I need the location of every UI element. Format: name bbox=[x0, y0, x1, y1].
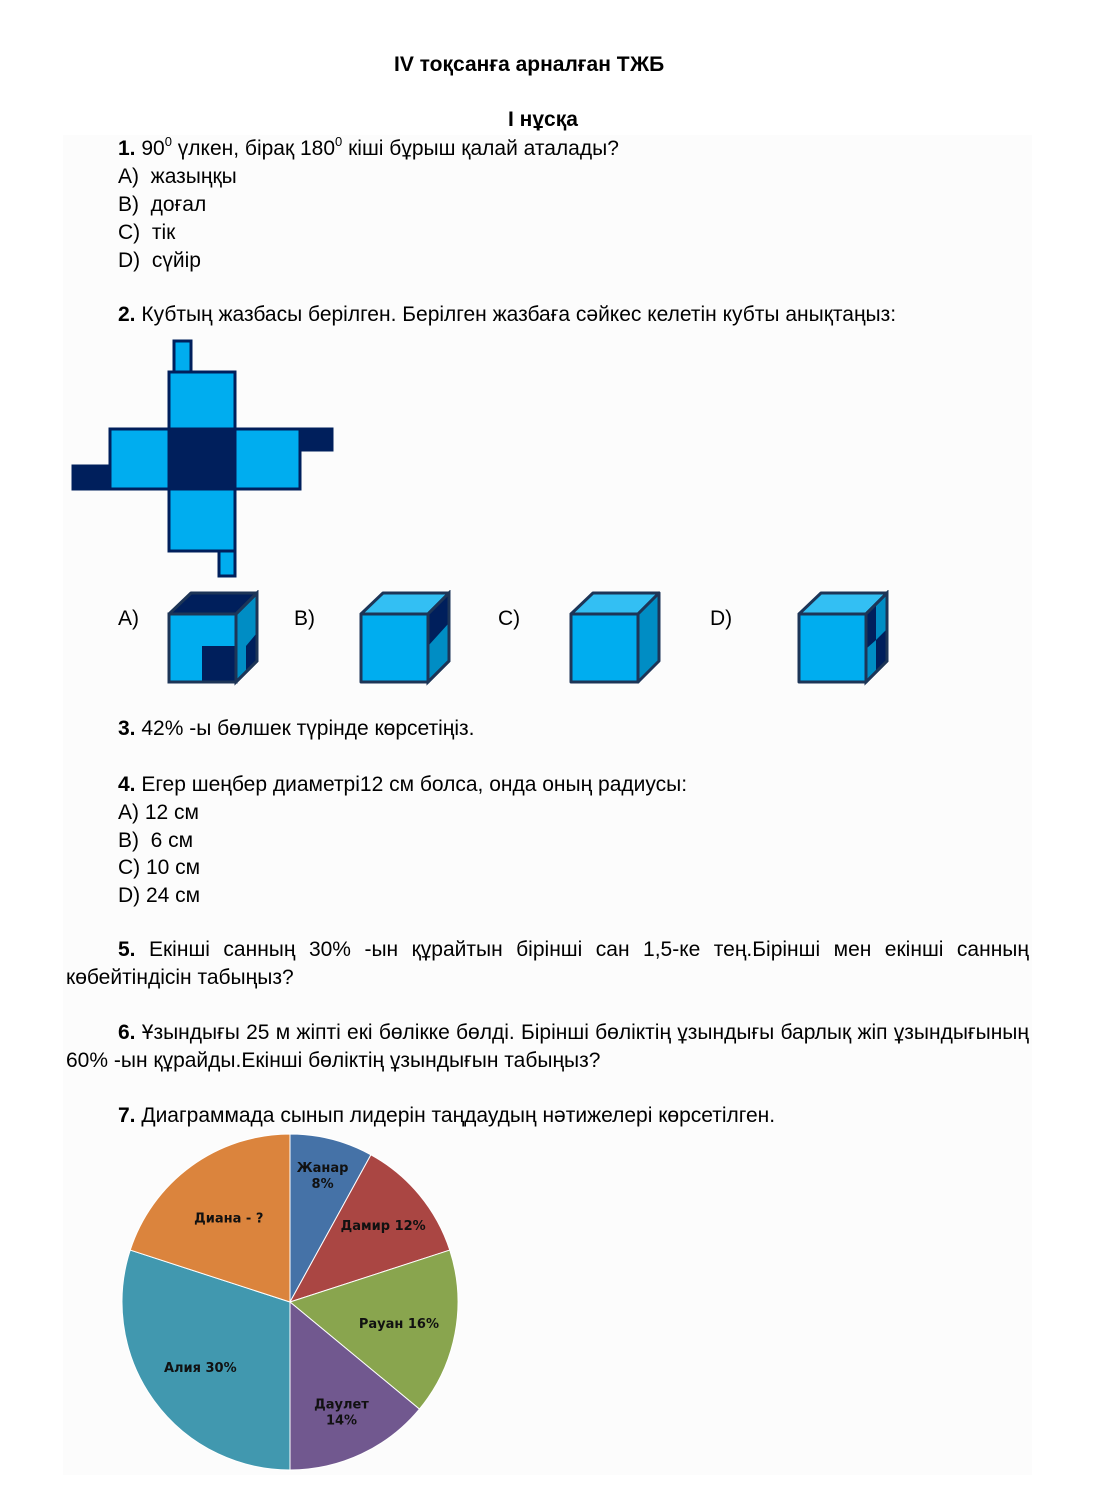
option-letter: A) bbox=[118, 165, 139, 188]
option-letter: D) bbox=[118, 249, 141, 272]
q2-option-b-label: B) bbox=[294, 607, 315, 630]
pie-label-2: Дамир 12% bbox=[340, 1218, 426, 1234]
cube-option-d[interactable] bbox=[796, 590, 892, 686]
pie-label-4: Даулет 14% bbox=[314, 1397, 369, 1429]
cube-front-face bbox=[571, 614, 638, 682]
option-letter: C) bbox=[118, 221, 141, 244]
variant-title: I нұсқа bbox=[508, 108, 578, 131]
q1-option-a bbox=[118, 163, 237, 191]
question-text: Диаграммада сынып лидерін таңдаудың нәтижелері көрсетілген. bbox=[135, 1104, 776, 1127]
option-text: жазыңқы bbox=[150, 165, 237, 188]
option-text: тік bbox=[151, 221, 176, 244]
q1-option-b bbox=[118, 191, 206, 219]
pie-label-1: Жанар 8% bbox=[296, 1161, 349, 1193]
cube-option-b[interactable] bbox=[358, 590, 454, 686]
question-4 bbox=[118, 771, 687, 799]
q1-option-c bbox=[118, 219, 175, 247]
net-face-center bbox=[169, 429, 235, 489]
q1-option-d bbox=[118, 247, 201, 275]
question-text: 42% -ы бөлшек түрінде көрсетіңіз. bbox=[135, 717, 475, 740]
question-number: 7. bbox=[118, 1104, 136, 1127]
net-tab bbox=[300, 429, 332, 450]
net-face-left bbox=[110, 429, 169, 489]
cube-front-face bbox=[799, 614, 866, 682]
option-text: сүйір bbox=[151, 249, 201, 272]
question-number: 6. bbox=[118, 1021, 136, 1044]
net-tab bbox=[174, 341, 191, 372]
net-tab bbox=[73, 466, 110, 489]
cube-net-figure bbox=[66, 336, 338, 582]
cube-front-dark-patch bbox=[202, 646, 235, 681]
q4-option-b: B) 6 см bbox=[118, 829, 194, 852]
net-tab bbox=[219, 551, 235, 576]
option-text: доғал bbox=[150, 193, 207, 216]
question-text: 90 bbox=[135, 137, 165, 160]
net-face-right bbox=[235, 429, 300, 489]
q4-option-a: A) 12 см bbox=[118, 801, 199, 824]
pie-label-3: Рауан 16% bbox=[358, 1316, 440, 1332]
question-1 bbox=[118, 135, 619, 163]
page-title: IV тоқсанға арналған ТЖБ bbox=[394, 53, 665, 76]
pie-chart bbox=[110, 1120, 480, 1485]
superscript: 0 bbox=[335, 134, 343, 149]
question-2 bbox=[118, 301, 896, 329]
cube-option-a[interactable] bbox=[166, 590, 262, 686]
question-text: үлкен, бірақ 180 bbox=[171, 137, 336, 160]
question-text: Кубтың жазбасы берілген. Берілген жазбаға сәйкес келетін кубты анықтаңыз: bbox=[135, 303, 897, 326]
question-text: Егер шеңбер диаметрі12 см болса, онда оның радиусы: bbox=[135, 773, 688, 796]
q2-option-d-label: D) bbox=[710, 607, 733, 630]
q2-option-c-label: C) bbox=[498, 607, 521, 630]
question-text: Ұзындығы 25 м жіпті екі бөлікке бөлді. Бірінші бөліктің ұзындығы барлық жіп ұзындығының 60% -ын құрайды.Екінші бөліктің ұзындығын табыңыз? bbox=[66, 1021, 1029, 1072]
question-3 bbox=[118, 715, 475, 743]
net-face-top bbox=[169, 372, 235, 429]
cube-front-face bbox=[361, 614, 428, 682]
q2-option-a-label: A) bbox=[118, 607, 139, 630]
question-6 bbox=[66, 1019, 1029, 1075]
question-number: 5. bbox=[118, 938, 136, 961]
question-number: 3. bbox=[118, 717, 136, 740]
cube-option-c[interactable] bbox=[568, 590, 664, 686]
question-number: 4. bbox=[118, 773, 136, 796]
question-text: Екінші санның 30% -ын құрайтын бірінші сан 1,5-ке тең.Бірінші мен екінші санның көбейтіндісін табыңыз? bbox=[66, 938, 1029, 989]
question-text: кіші бұрыш қалай аталады? bbox=[342, 137, 619, 160]
question-number: 2. bbox=[118, 303, 136, 326]
option-letter: B) bbox=[118, 193, 139, 216]
pie-label-6: Диана - ? bbox=[194, 1211, 264, 1227]
question-5 bbox=[66, 936, 1029, 992]
pie-label-5: Алия 30% bbox=[163, 1361, 237, 1377]
q4-option-c: C) 10 см bbox=[118, 856, 201, 879]
net-face-bottom bbox=[169, 489, 235, 551]
q4-option-d: D) 24 см bbox=[118, 884, 201, 907]
superscript: 0 bbox=[164, 134, 172, 149]
question-number: 1. bbox=[118, 137, 136, 160]
